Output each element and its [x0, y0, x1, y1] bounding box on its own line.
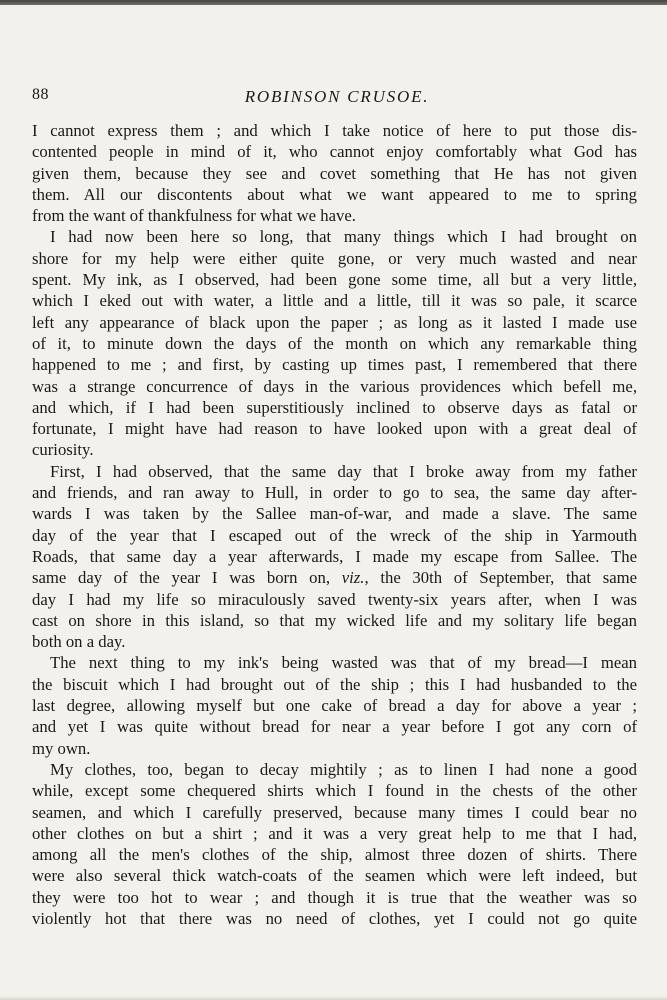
text-line: I had now been here so long, that many things which I had brought on	[50, 227, 637, 247]
text-line: them. All our discontents about what we want appeared to me to spring	[32, 184, 637, 204]
text-line: were also several thick watch-coats of the seamen which were left indeed, but	[32, 866, 637, 886]
text-line: fortunate, I might have had reason to have looked upon with a great deal of	[32, 419, 637, 439]
text-line: of it, to minute down the days of the month on which any remarkable thing	[32, 333, 637, 353]
text-line: My clothes, too, began to decay mightily ; as to linen I had none a good	[50, 759, 637, 779]
text-line: was a strange concurrence of days in the various providences which befell me,	[32, 376, 637, 396]
text-line: The next thing to my ink's being wasted was that of my bread—I mean	[50, 653, 637, 673]
text-line: last degree, allowing myself but one cake of bread a day for above a year ;	[32, 696, 637, 716]
text-line: happened to me ; and first, by casting up times past, I remembered that there	[32, 355, 637, 375]
text-line: they were too hot to wear ; and though it is true that the weather was so	[32, 887, 637, 907]
text-line: shore for my help were either quite gone, or very much wasted and near	[32, 248, 637, 268]
text-line: among all the men's clothes of the ship, almost three dozen of shirts. There	[32, 845, 637, 865]
text-line: given them, because they see and covet something that He has not given	[32, 163, 637, 183]
text-segment: , the 30th of September, that same	[364, 568, 638, 588]
body-text	[32, 120, 637, 929]
text-line: spent. My ink, as I observed, had been gone some time, all but a very little,	[32, 270, 637, 290]
text-line: from the want of thankfulness for what we have.	[32, 206, 356, 226]
text-line: First, I had observed, that the same day that I broke away from my father	[50, 461, 637, 481]
text-line: contented people in mind of it, who cannot enjoy comfortably what God has	[32, 142, 637, 162]
text-line: wards I was taken by the Sallee man-of-war, and made a slave. The same	[32, 504, 637, 524]
page-bottom-edge	[0, 996, 667, 1000]
page-header	[32, 86, 642, 114]
italic-abbreviation: viz.	[341, 568, 365, 588]
text-line: day I had my life so miraculously saved twenty-six years after, when I was	[32, 589, 637, 609]
text-line	[32, 567, 637, 588]
text-line: and yet I was quite without bread for near a year before I got any corn of	[32, 717, 637, 737]
running-title: ROBINSON CRUSOE.	[244, 87, 430, 106]
text-line: cast on shore in this island, so that my wicked life and my solitary life began	[32, 610, 637, 630]
page-number: 88	[32, 86, 49, 103]
text-line: I cannot express them ; and which I take notice of here to put those dis-	[32, 121, 637, 140]
text-line: while, except some chequered shirts which I found in the chests of the other	[32, 781, 637, 801]
text-segment: same day of the year I was born on,	[32, 568, 331, 588]
text-line: both on a day.	[32, 632, 126, 652]
text-line: the biscuit which I had brought out of the ship ; this I had husbanded to the	[32, 674, 637, 694]
text-line: which I eked out with water, a little and a little, till it was so pale, it scarce	[32, 291, 637, 311]
text-line: curiosity.	[32, 440, 94, 460]
text-line: and which, if I had been superstitiously inclined to observe days as fatal or	[32, 397, 637, 417]
text-line: seamen, and which I carefully preserved, because many times I could bear no	[32, 802, 637, 822]
text-line: other clothes on but a shirt ; and it was a very great help to me that I had,	[32, 823, 637, 843]
text-line: my own.	[32, 738, 91, 758]
text-line: day of the year that I escaped out of the wreck of the ship in Yarmouth	[32, 525, 637, 545]
text-line: Roads, that same day a year afterwards, I made my escape from Sallee. The	[32, 546, 637, 566]
page-top-edge	[0, 0, 667, 5]
text-line: and friends, and ran away to Hull, in order to go to sea, the same day after-	[32, 483, 637, 503]
text-line: left any appearance of black upon the paper ; as long as it lasted I made use	[32, 312, 637, 332]
text-line: violently hot that there was no need of clothes, yet I could not go quite	[32, 908, 637, 928]
